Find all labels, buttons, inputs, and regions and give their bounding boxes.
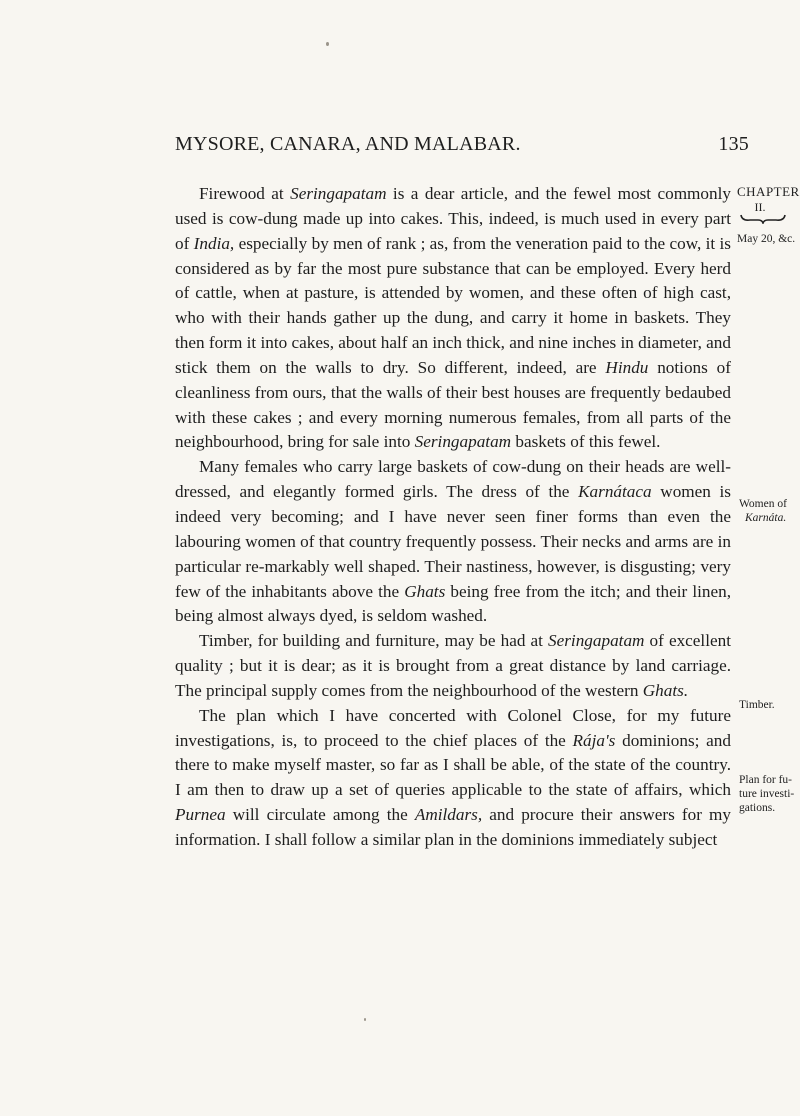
page-number: 135: [718, 133, 749, 155]
margin-note-women-line1: Women of: [739, 498, 787, 510]
italic-text-run: Seringapatam: [548, 631, 645, 651]
running-header: [175, 133, 749, 161]
margin-note-women-line2: Karnáta.: [745, 512, 787, 524]
text-run: notions of cleanliness from ours, that the walls of their best houses are frequently bedaubed with these cakes ; and every morning numerous females, from all parts of the neighbourhood, bring for sale into: [175, 357, 731, 452]
paragraph-women: [175, 455, 731, 629]
paragraph-firewood: [175, 182, 731, 455]
running-title: MYSORE, CANARA, AND MALABAR.: [175, 133, 521, 155]
margin-note-timber: Timber.: [739, 699, 775, 711]
text-run: being free from the itch; and their linen, being almost always dyed, is seldom washed.: [175, 581, 731, 626]
text-run: of excellent quality ; but it is dear; as it is brought from a great distance by land carriage. The principal supply comes from the neighbourhood of the western: [175, 631, 731, 700]
italic-text-run: Rája's: [572, 730, 616, 750]
text-run: baskets of this fewel.: [511, 432, 661, 452]
brace-ornament-icon: [740, 214, 786, 224]
italic-text-run: Seringapatam: [290, 184, 387, 203]
chapter-number-block: [740, 200, 786, 224]
text-run: women is indeed very becoming; and I have never seen finer forms than even the labouring women of that country frequently possess. Their necks and arms are in particular re-markably well shaped. Their nastiness, however, is disgusting; very few of the inhabitants above the: [175, 482, 731, 601]
text-run: dominions; and there to make myself master, so far as I shall be able, of the state of the country. I am then to draw up a set of queries applicable to the state of affairs, which: [175, 730, 731, 800]
chapter-label: CHAPTER: [737, 184, 800, 199]
text-run: Firewood at: [199, 184, 291, 203]
body-text: [175, 182, 731, 853]
text-run: especially by men of rank ; as, from the veneration paid to the cow, it is considered as by far the most pure substance that can be employed. Every herd of cattle, when at pasture, is attended by women, and these often of high cast, who with their hands gather up the dung, and carry it home in baskets. They then form it into cakes, about half an inch thick, and nine inches in diameter, and stick them on the walls to dry. So different, indeed, are: [175, 233, 731, 377]
paper-speck: [364, 1018, 366, 1021]
italic-text-run: Purnea: [175, 805, 226, 825]
text-run: and procure their answers for my information. I shall follow a similar plan in the dominions immediately subject: [175, 805, 731, 849]
italic-text-run: Ghats: [404, 581, 446, 601]
paragraph-timber: [175, 629, 731, 704]
text-run: will circulate among the: [225, 805, 415, 825]
margin-date: May 20, &c.: [737, 233, 796, 245]
text-run: The plan which I have concerted with Colonel Close, for my future investigations, is, to proceed to the chief places of the: [175, 705, 731, 750]
paper-speck: [326, 42, 329, 46]
margin-note-plan-line3: gations.: [739, 802, 776, 814]
italic-text-run: India,: [193, 233, 235, 253]
italic-text-run: Ghats.: [642, 680, 689, 700]
margin-note-plan-line1: Plan for fu-: [739, 774, 793, 786]
chapter-heading: [737, 185, 800, 200]
italic-text-run: Hindu: [605, 357, 649, 377]
text-run: Many females who carry large baskets of cow-dung on their heads are well-dressed, and elegantly formed girls. The dress of the: [175, 457, 731, 502]
chapter-number: II.: [754, 200, 766, 214]
text-run: Timber, for building and furniture, may be had at: [199, 631, 549, 651]
italic-text-run: Karnátaca: [578, 482, 652, 502]
italic-text-run: Amildars,: [414, 805, 483, 825]
paragraph-plan: [175, 704, 731, 853]
italic-text-run: Seringapatam: [414, 432, 512, 452]
text-run: is a dear article, and the fewel most commonly used is cow-dung made up into cakes. This, indeed, is much used in every part of: [175, 184, 731, 253]
margin-note-plan-line2: ture investi-: [739, 788, 795, 800]
